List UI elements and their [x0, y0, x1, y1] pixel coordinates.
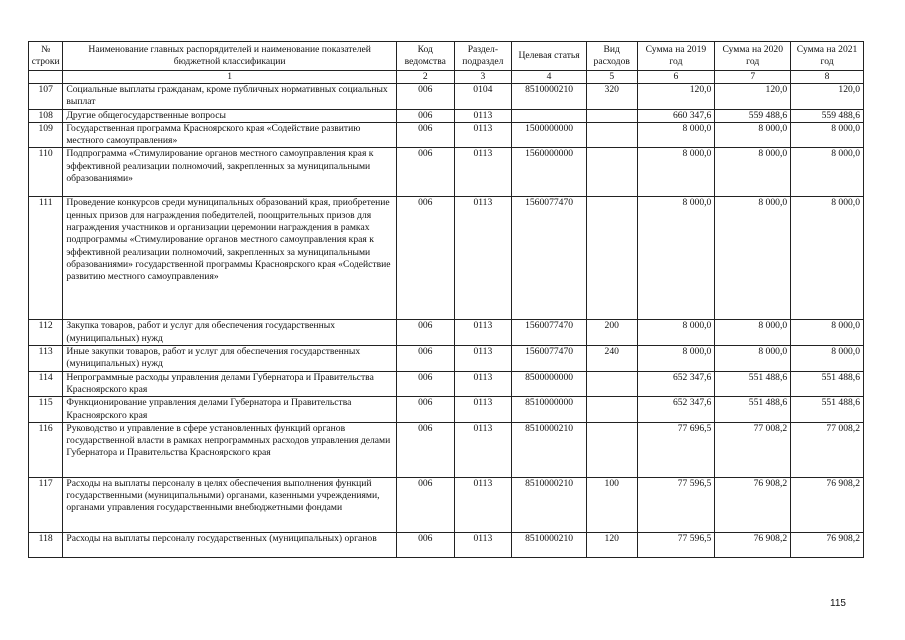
- cell-exp-type: [586, 122, 637, 148]
- cell-sum-2021: 551 488,6: [791, 371, 864, 397]
- cell-sum-2019: 120,0: [637, 84, 715, 110]
- cell-sum-2021: 76 908,2: [791, 532, 864, 557]
- cell-sum-2021: 76 908,2: [791, 477, 864, 532]
- cell-dept-code: 006: [396, 371, 454, 397]
- header-section: Раздел-подраздел: [454, 42, 512, 71]
- cell-target: 8510000210: [512, 422, 587, 477]
- cell-name: Иные закупки товаров, работ и услуг для обеспечения государственных (муниципальных) нужд: [63, 346, 397, 372]
- table-row: [29, 397, 864, 423]
- cell-sum-2021: 8 000,0: [791, 346, 864, 372]
- cell-target: 1500000000: [512, 122, 587, 148]
- table-body: [29, 84, 864, 558]
- cell-sum-2019: 8 000,0: [637, 346, 715, 372]
- cell-target: 8500000000: [512, 371, 587, 397]
- cell-name: Подпрограмма «Стимулирование органов местного самоуправления края к эффективной реализации полномочий, закрепленных за муниципальными образованиями»: [63, 148, 397, 197]
- cell-sum-2020: 559 488,6: [715, 109, 791, 122]
- cell-sum-2019: 8 000,0: [637, 122, 715, 148]
- cell-row-no: 115: [29, 397, 63, 423]
- cell-exp-type: 120: [586, 532, 637, 557]
- cell-sum-2020: 8 000,0: [715, 122, 791, 148]
- cell-exp-type: [586, 148, 637, 197]
- cell-section: 0113: [454, 346, 512, 372]
- cell-section: 0113: [454, 532, 512, 557]
- cell-row-no: 110: [29, 148, 63, 197]
- cell-dept-code: 006: [396, 532, 454, 557]
- cell-dept-code: 006: [396, 422, 454, 477]
- cell-target: 8510000210: [512, 477, 587, 532]
- table-row: [29, 109, 864, 122]
- column-number: 7: [715, 71, 791, 84]
- cell-exp-type: 200: [586, 320, 637, 346]
- cell-sum-2020: 8 000,0: [715, 346, 791, 372]
- cell-name: Государственная программа Красноярского края «Содействие развитию местного самоуправления»: [63, 122, 397, 148]
- cell-section: 0113: [454, 320, 512, 346]
- cell-sum-2020: 8 000,0: [715, 148, 791, 197]
- column-number: 8: [791, 71, 864, 84]
- cell-sum-2021: 8 000,0: [791, 197, 864, 320]
- cell-dept-code: 006: [396, 197, 454, 320]
- cell-row-no: 114: [29, 371, 63, 397]
- cell-sum-2021: 77 008,2: [791, 422, 864, 477]
- cell-row-no: 109: [29, 122, 63, 148]
- cell-exp-type: [586, 371, 637, 397]
- cell-section: 0104: [454, 84, 512, 110]
- table-row: [29, 346, 864, 372]
- column-number: 2: [396, 71, 454, 84]
- cell-section: 0113: [454, 477, 512, 532]
- cell-row-no: 118: [29, 532, 63, 557]
- cell-sum-2019: 77 596,5: [637, 532, 715, 557]
- table-row: [29, 84, 864, 110]
- header-row-no: № строки: [29, 42, 63, 71]
- cell-dept-code: 006: [396, 346, 454, 372]
- cell-sum-2021: 8 000,0: [791, 320, 864, 346]
- cell-target: 8510000000: [512, 397, 587, 423]
- header-name: Наименование главных распорядителей и наименование показателей бюджетной классификации: [63, 42, 397, 71]
- cell-sum-2021: 120,0: [791, 84, 864, 110]
- header-exp-type: Вид расходов: [586, 42, 637, 71]
- cell-sum-2020: 76 908,2: [715, 532, 791, 557]
- cell-dept-code: 006: [396, 122, 454, 148]
- cell-row-no: 116: [29, 422, 63, 477]
- cell-sum-2020: 551 488,6: [715, 397, 791, 423]
- cell-target: 8510000210: [512, 532, 587, 557]
- cell-sum-2020: 8 000,0: [715, 320, 791, 346]
- cell-sum-2019: 652 347,6: [637, 371, 715, 397]
- cell-name: Социальные выплаты гражданам, кроме публичных нормативных социальных выплат: [63, 84, 397, 110]
- cell-target: 1560077470: [512, 197, 587, 320]
- cell-name: Расходы на выплаты персоналу в целях обеспечения выполнения функций государственными (муниципальными) органами, казенными учреждениями, органами управления государственными внебюджетными фондами: [63, 477, 397, 532]
- column-number: 4: [512, 71, 587, 84]
- cell-sum-2019: 77 596,5: [637, 477, 715, 532]
- cell-row-no: 107: [29, 84, 63, 110]
- cell-sum-2019: 77 696,5: [637, 422, 715, 477]
- cell-section: 0113: [454, 397, 512, 423]
- column-number: 5: [586, 71, 637, 84]
- cell-section: 0113: [454, 422, 512, 477]
- cell-section: 0113: [454, 148, 512, 197]
- cell-sum-2021: 551 488,6: [791, 397, 864, 423]
- header-sum-2021: Сумма на 2021 год: [791, 42, 864, 71]
- cell-target: 1560077470: [512, 320, 587, 346]
- table-row: [29, 148, 864, 197]
- cell-row-no: 108: [29, 109, 63, 122]
- cell-target: 1560077470: [512, 346, 587, 372]
- cell-row-no: 117: [29, 477, 63, 532]
- header-sum-2019: Сумма на 2019 год: [637, 42, 715, 71]
- cell-name: Расходы на выплаты персоналу государственных (муниципальных) органов: [63, 532, 397, 557]
- cell-sum-2019: 8 000,0: [637, 197, 715, 320]
- cell-name: Непрограммные расходы управления делами Губернатора и Правительства Красноярского края: [63, 371, 397, 397]
- cell-exp-type: 100: [586, 477, 637, 532]
- budget-table: [28, 41, 864, 558]
- cell-name: Проведение конкурсов среди муниципальных образований края, приобретение ценных призов для награждения победителей, поощрительных призов для награждения участников и организации церемонии награждения в рамках подпрограммы «Стимулирование органов местного самоуправления края к эффективной реализации полномочий, закрепленных за муниципальными образованиями» государственной программы Красноярского края «Содействие развитию местного самоуправления»: [63, 197, 397, 320]
- cell-section: 0113: [454, 197, 512, 320]
- column-number-row: [29, 71, 864, 84]
- cell-sum-2021: 559 488,6: [791, 109, 864, 122]
- page-number: 115: [830, 598, 846, 609]
- column-number: 3: [454, 71, 512, 84]
- cell-exp-type: [586, 397, 637, 423]
- cell-sum-2019: 652 347,6: [637, 397, 715, 423]
- cell-dept-code: 006: [396, 477, 454, 532]
- cell-section: 0113: [454, 371, 512, 397]
- cell-dept-code: 006: [396, 84, 454, 110]
- cell-row-no: 113: [29, 346, 63, 372]
- cell-row-no: 111: [29, 197, 63, 320]
- cell-dept-code: 006: [396, 148, 454, 197]
- table-row: [29, 122, 864, 148]
- table-row: [29, 371, 864, 397]
- cell-section: 0113: [454, 122, 512, 148]
- cell-name: Другие общегосударственные вопросы: [63, 109, 397, 122]
- cell-name: Функционирование управления делами Губернатора и Правительства Красноярского края: [63, 397, 397, 423]
- header-sum-2020: Сумма на 2020 год: [715, 42, 791, 71]
- cell-sum-2020: 8 000,0: [715, 197, 791, 320]
- cell-name: Руководство и управление в сфере установленных функций органов государственной власти в рамках непрограммных расходов управления делами Губернатора и Правительства Красноярского края: [63, 422, 397, 477]
- cell-dept-code: 006: [396, 109, 454, 122]
- cell-sum-2020: 551 488,6: [715, 371, 791, 397]
- table-row: [29, 320, 864, 346]
- table-header-row: [29, 42, 864, 71]
- cell-target: [512, 109, 587, 122]
- column-number: 1: [63, 71, 397, 84]
- cell-exp-type: 320: [586, 84, 637, 110]
- cell-sum-2019: 660 347,6: [637, 109, 715, 122]
- column-number: [29, 71, 63, 84]
- cell-sum-2020: 120,0: [715, 84, 791, 110]
- cell-section: 0113: [454, 109, 512, 122]
- cell-sum-2019: 8 000,0: [637, 320, 715, 346]
- cell-dept-code: 006: [396, 397, 454, 423]
- cell-sum-2021: 8 000,0: [791, 122, 864, 148]
- cell-row-no: 112: [29, 320, 63, 346]
- cell-name: Закупка товаров, работ и услуг для обеспечения государственных (муниципальных) нужд: [63, 320, 397, 346]
- cell-exp-type: 240: [586, 346, 637, 372]
- table-row: [29, 422, 864, 477]
- cell-sum-2019: 8 000,0: [637, 148, 715, 197]
- header-target: Целевая статья: [512, 42, 587, 71]
- cell-exp-type: [586, 197, 637, 320]
- cell-target: 8510000210: [512, 84, 587, 110]
- column-number: 6: [637, 71, 715, 84]
- table-row: [29, 477, 864, 532]
- header-dept-code: Код ведомства: [396, 42, 454, 71]
- cell-exp-type: [586, 109, 637, 122]
- cell-target: 1560000000: [512, 148, 587, 197]
- cell-dept-code: 006: [396, 320, 454, 346]
- cell-sum-2020: 76 908,2: [715, 477, 791, 532]
- cell-sum-2021: 8 000,0: [791, 148, 864, 197]
- table-row: [29, 197, 864, 320]
- cell-exp-type: [586, 422, 637, 477]
- cell-sum-2020: 77 008,2: [715, 422, 791, 477]
- table-row: [29, 532, 864, 557]
